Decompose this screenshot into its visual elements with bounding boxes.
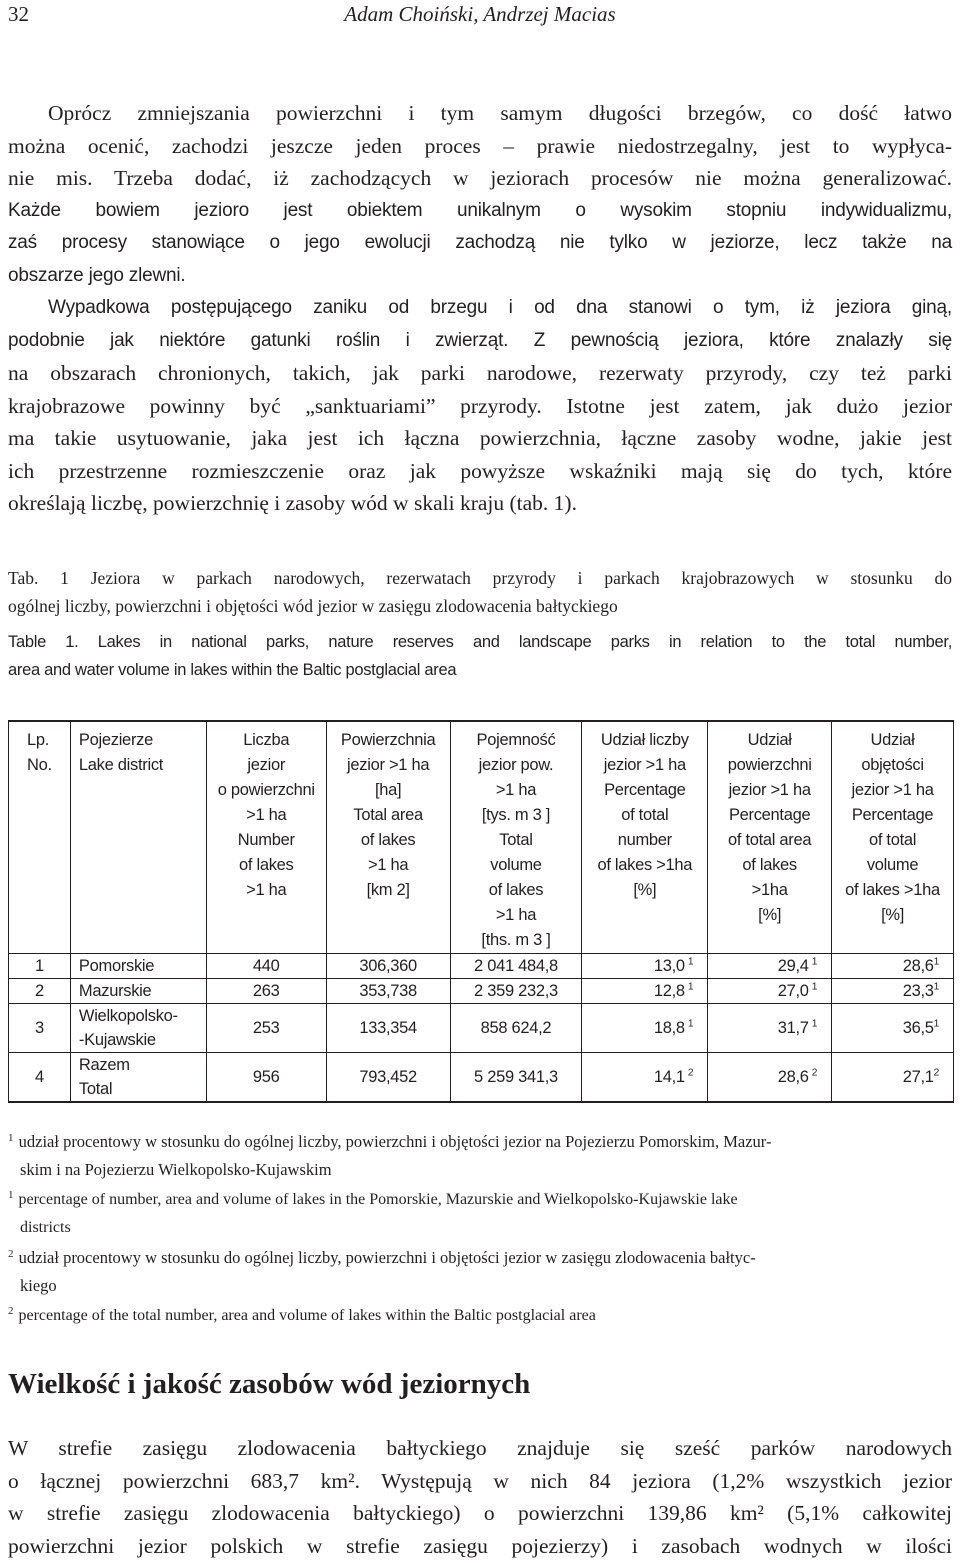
footnote-mark: 2 (8, 1304, 14, 1317)
text-line: Wypadkowa postępującego zaniku od brzegu i od dna stanowi o tym, iż jeziora giną, (48, 297, 952, 318)
header-line: [ths. m 3 ] (481, 931, 551, 949)
district-name-line: Pomorskie (78, 957, 155, 975)
header-line: powierzchni (727, 756, 812, 774)
header-line: Udział (870, 731, 915, 749)
footnote-line: kiego (20, 1276, 57, 1295)
header-line: Pojezierze (78, 731, 153, 749)
text-line: W strefie zasięgu zlodowacenia bałtyckiego znajduje się sześć parków narodowych (8, 1436, 952, 1460)
header-line: >1 ha (495, 781, 537, 799)
cell-lake-district (70, 1053, 206, 1103)
share-value: 14,1 (653, 1068, 685, 1086)
table-row (9, 1053, 954, 1103)
cell-number: 956 (206, 1053, 326, 1103)
header-line: >1 ha (246, 806, 287, 824)
cell-area: 353,738 (326, 979, 450, 1004)
header-line: Percentage (728, 806, 811, 824)
footnote-ref: 1 (933, 981, 939, 993)
header-line: Number (237, 831, 295, 849)
text-line: w strefie zasięgu zlodowacenia bałtyckiego) o powierzchni 139,86 km² (5,1% całkowitej (8, 1501, 952, 1525)
footnote (8, 1244, 952, 1300)
page-number: 32 (8, 2, 29, 26)
table-row (9, 1004, 954, 1053)
district-name-line: Wielkopolsko- (78, 1007, 178, 1025)
text-line: Każde bowiem jezioro jest obiektem unikalnym o wysokim stopniu indywidualizmu, (8, 199, 952, 221)
header-line: Udział liczby (600, 731, 689, 749)
footnote-mark: 1 (8, 1131, 14, 1144)
share-value: 28,6 (902, 957, 934, 975)
header-line: of lakes (239, 856, 294, 874)
share-value: 23,3 (902, 982, 934, 1000)
caption-line: area and water volume in lakes within the Baltic postglacial area (8, 661, 457, 679)
text-line: ma takie usytuowanie, jaka jest ich łączna powierzchnia, łączne zasoby wodne, jakie jest (8, 426, 952, 450)
header-line: volume (490, 856, 542, 874)
share-value: 28,6 (777, 1068, 809, 1086)
cell-share-number (582, 1053, 708, 1103)
text-line: powierzchni jezior polskich w strefie zasięgu pojezierzy) i zasobach wodnych w ilości (8, 1533, 952, 1558)
header-line: of lakes (360, 831, 416, 849)
header-line: volume (866, 856, 919, 874)
footnote-ref: 1 (933, 956, 939, 968)
col-header-share-volume (832, 721, 954, 954)
header-line: o powierzchni (217, 781, 315, 799)
header-line: Pojemność (476, 731, 556, 749)
header-line: Lp. (27, 731, 50, 749)
header-line: [%] (758, 906, 782, 924)
footnote-line: skim i na Pojezierzu Wielkopolsko-Kujawskim (20, 1160, 332, 1179)
header-line: Lake district (78, 756, 164, 774)
col-header-number (206, 721, 326, 954)
cell-number: 440 (206, 954, 326, 979)
footnote-mark: 1 (8, 1188, 14, 1201)
district-name-line: Razem (78, 1056, 130, 1074)
header-line: Total area (353, 806, 423, 824)
lakes-table (8, 720, 954, 1103)
cell-number: 253 (206, 1004, 326, 1053)
footnote-ref: 1 (687, 1018, 694, 1030)
header-line: >1 ha (495, 906, 537, 924)
cell-volume: 5 259 341,3 (450, 1053, 582, 1103)
text-line: można ocenić, zachodzi jeszcze jeden proces – prawie niedostrzegalny, jest to wypłyca- (8, 133, 952, 158)
header-line: Percentage (851, 806, 934, 824)
footnote-ref: 2 (933, 1067, 939, 1079)
col-header-volume (450, 721, 582, 954)
section-heading: Wielkość i jakość zasobów wód jeziornych (8, 1368, 531, 1400)
table-footnotes (8, 1128, 952, 1332)
cell-area: 133,354 (326, 1004, 450, 1053)
table-header-row (9, 721, 954, 954)
cell-share-number (582, 1004, 708, 1053)
text-line: ich przestrzenne rozmieszczenie oraz jak powyższe wskaźniki mają się do tych, które (8, 458, 952, 483)
share-value: 27,1 (902, 1068, 934, 1086)
cell-share-number (582, 979, 708, 1004)
footnote (8, 1302, 952, 1330)
share-value: 13,0 (653, 957, 685, 975)
header-line: jezior pow. (478, 756, 554, 774)
text-line: podobnie jak niektóre gatunki roślin i zwierząt. Z pewnością jeziora, które znalazły się (8, 329, 952, 351)
share-value: 31,7 (777, 1019, 809, 1037)
header-line: of lakes >1ha (597, 856, 693, 874)
header-line: Udział (747, 731, 792, 749)
cell-share-area (708, 979, 832, 1004)
header-line: >1 ha (368, 856, 409, 874)
cell-number: 263 (206, 979, 326, 1004)
section-paragraph (8, 1432, 952, 1562)
footnote-line: districts (20, 1219, 71, 1236)
cell-area: 793,452 (326, 1053, 450, 1103)
header-line: [ha] (374, 781, 402, 799)
district-name-line: Mazurskie (78, 982, 152, 1000)
running-header (8, 2, 952, 28)
header-line: [%] (881, 906, 905, 924)
footnote-line: udział procentowy w stosunku do ogólnej liczby, powierzchni i objętości jezior w zasięgu zlodowacenia bałtyc- (18, 1248, 756, 1267)
cell-lake-district (70, 979, 206, 1004)
text-line: Oprócz zmniejszania powierzchni i tym samym długości brzegów, co dość łatwo (48, 101, 952, 125)
header-line: of total area (728, 831, 812, 849)
header-line: Total (499, 831, 533, 849)
footnote-ref: 2 (687, 1067, 694, 1079)
cell-share-volume (832, 1053, 954, 1103)
text-line: na obszarach chronionych, takich, jak parki narodowe, rezerwaty przyrody, czy też parki (8, 361, 952, 385)
header-line: objętości (861, 756, 924, 774)
col-header-share-number (582, 721, 708, 954)
header-line: number (617, 831, 672, 849)
footnote-ref: 1 (811, 981, 818, 993)
header-line: Percentage (604, 781, 686, 799)
cell-lake-district (70, 954, 206, 979)
table-caption-pl (8, 564, 952, 620)
intro-paragraph-1 (8, 97, 952, 292)
footnote-ref: 1 (811, 956, 818, 968)
cell-volume: 2 359 232,3 (450, 979, 582, 1004)
header-line: jezior >1 ha (728, 781, 811, 799)
footnote-ref: 1 (687, 981, 694, 993)
cell-share-volume (832, 979, 954, 1004)
share-value: 27,0 (777, 982, 809, 1000)
header-line: of total (868, 831, 917, 849)
header-line: of lakes (488, 881, 544, 899)
footnote-line: percentage of the total number, area and volume of lakes within the Baltic postglacial area (18, 1307, 596, 1324)
text-line: nie mis. Trzeba dodać, iż zachodzących w jeziorach procesów nie można generalizować. (8, 166, 952, 190)
header-line: jezior >1 ha (603, 756, 686, 774)
text-line: krajobrazowe powinny być „sanktuariami” przyrody. Istotne jest zatem, jak dużo jezior (8, 393, 952, 418)
share-value: 18,8 (653, 1019, 685, 1037)
cell-area: 306,360 (326, 954, 450, 979)
share-value: 12,8 (653, 982, 685, 1000)
header-line: >1 ha (246, 881, 287, 899)
header-line: [tys. m 3 ] (481, 806, 551, 824)
table-row (9, 979, 954, 1004)
table-caption-en (8, 628, 952, 684)
footnote-line: udział procentowy w stosunku do ogólnej liczby, powierzchni i objętości jezior na Pojezierzu Pomorskim, Mazur- (18, 1132, 772, 1151)
cell-lp: 4 (9, 1053, 71, 1103)
cell-share-area (708, 954, 832, 979)
footnote (8, 1186, 952, 1242)
table-row (9, 954, 954, 979)
cell-lake-district (70, 1004, 206, 1053)
footnote-ref: 1 (687, 956, 694, 968)
header-line: No. (27, 756, 52, 774)
caption-line: Tab. 1 Jeziora w parkach narodowych, rezerwatach przyrody i parkach krajobrazowych w stosunku do (8, 568, 952, 588)
cell-volume: 2 041 484,8 (450, 954, 582, 979)
col-header-area (326, 721, 450, 954)
col-header-lp (9, 721, 71, 954)
text-line: zaś procesy stanowiące o jego ewolucji zachodzą nie tylko w jeziorze, lecz także na (8, 232, 952, 253)
header-line: of total (621, 806, 669, 824)
header-line: jezior >1 ha (851, 781, 934, 799)
cell-share-area (708, 1053, 832, 1103)
header-line: jezior (247, 756, 286, 774)
cell-share-area (708, 1004, 832, 1053)
cell-share-volume (832, 1004, 954, 1053)
running-head-authors: Adam Choiński, Andrzej Macias (344, 2, 616, 26)
header-line: >1ha (751, 881, 788, 899)
cell-share-volume (832, 954, 954, 979)
district-name-line: Total (78, 1080, 113, 1098)
header-line: jezior >1 ha (347, 756, 430, 774)
footnote-mark: 2 (8, 1247, 14, 1260)
cell-lp: 2 (9, 979, 71, 1004)
intro-paragraph-2 (8, 292, 952, 520)
header-line: [km 2] (366, 881, 410, 899)
header-line: Powierzchnia (340, 731, 436, 749)
cell-volume: 858 624,2 (450, 1004, 582, 1053)
caption-line: Table 1. Lakes in national parks, nature reserves and landscape parks in relation to the total number, (8, 633, 952, 651)
text-line: określają liczbę, powierzchnię i zasoby wód w skali kraju (tab. 1). (8, 491, 577, 515)
footnote-ref: 1 (811, 1018, 818, 1030)
cell-lp: 3 (9, 1004, 71, 1053)
header-line: of lakes >1ha (845, 881, 940, 899)
header-line: Liczba (243, 731, 290, 749)
text-line: obszarze jego zlewni. (8, 264, 186, 286)
cell-share-number (582, 954, 708, 979)
col-header-share-area (708, 721, 832, 954)
header-line: [%] (633, 881, 657, 899)
footnote (8, 1128, 952, 1184)
footnote-ref: 2 (811, 1067, 818, 1079)
footnote-line: percentage of number, area and volume of lakes in the Pomorskie, Mazurskie and Wielkopolsko-Kujawskie lake (18, 1191, 738, 1208)
caption-line: ogólnej liczby, powierzchni i objętości wód jezior w zasięgu zlodowacenia bałtyckiego (8, 596, 618, 616)
share-value: 29,4 (777, 957, 809, 975)
col-header-lake-district (70, 721, 206, 954)
cell-lp: 1 (9, 954, 71, 979)
text-line: o łącznej powierzchni 683,7 km². Występują w nich 84 jeziora (1,2% wszystkich jezior (8, 1468, 952, 1493)
share-value: 36,5 (902, 1019, 934, 1037)
header-line: of lakes (742, 856, 797, 874)
footnote-ref: 1 (933, 1018, 939, 1030)
district-name-line: -Kujawskie (78, 1031, 156, 1049)
